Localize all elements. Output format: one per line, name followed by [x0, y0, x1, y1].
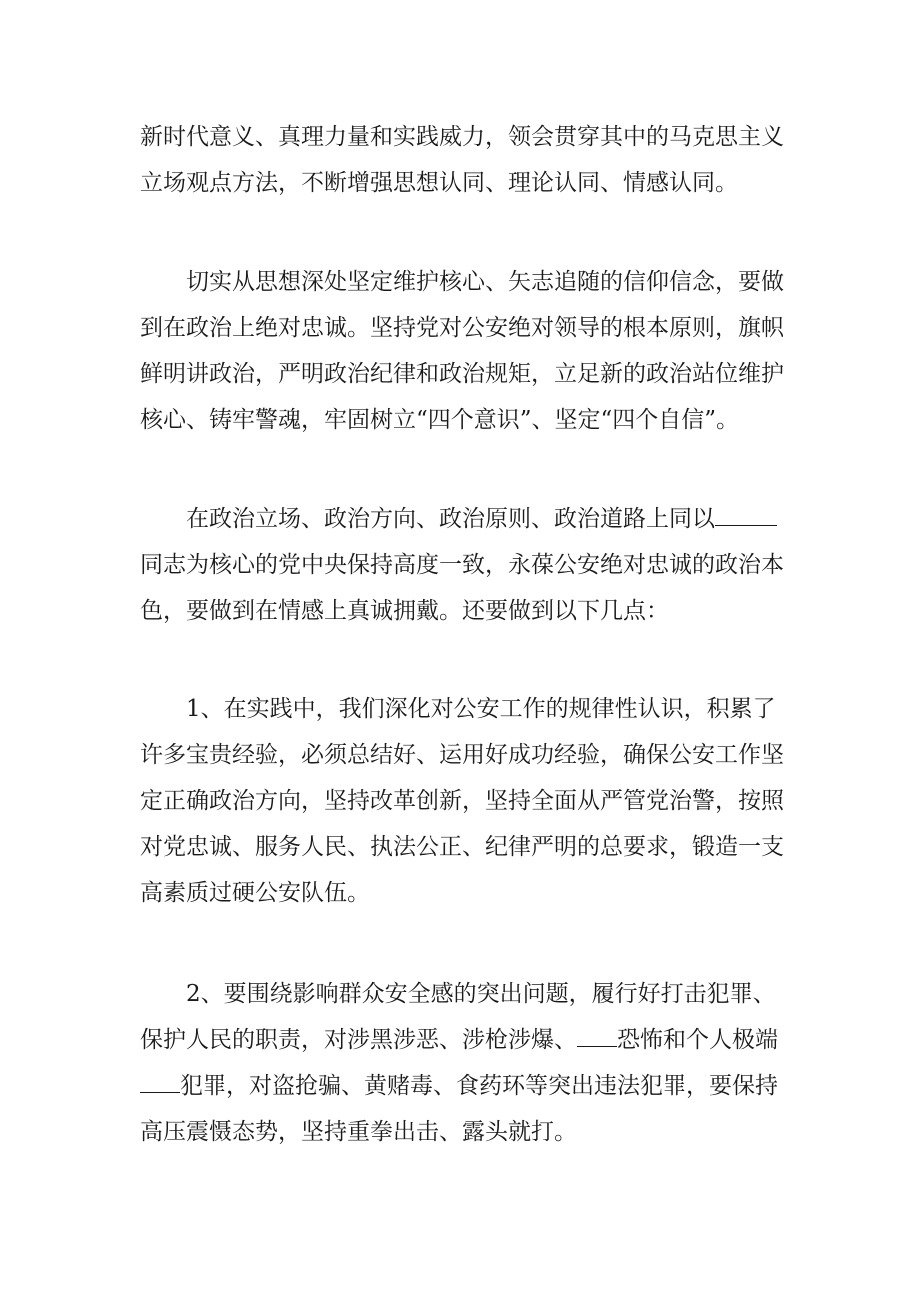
paragraph-3-line-2: 同志为核心的党中央保持高度一致，永葆公安绝对忠诚的政治本 — [140, 552, 784, 578]
paragraph-5-line-2-text: 保护人民的职责，对涉黑涉恶、涉枪涉爆、 — [140, 1027, 577, 1053]
paragraph-3-line-1 — [140, 496, 785, 542]
paragraph-5 — [140, 971, 785, 1155]
paragraph-5-line-1: 2、要围绕影响群众安全感的突出问题，履行好打击犯罪、 — [186, 981, 776, 1007]
paragraph-2-line-3: 鲜明讲政治，严明政治纪律和政治规矩，立足新的政治站位维护 — [140, 361, 784, 387]
paragraph-5-line-4: 高压震慑态势，坚持重拳出击、露头就打。 — [140, 1119, 577, 1145]
fill-in-blank — [140, 1072, 180, 1093]
paragraph-1 — [140, 114, 785, 206]
paragraph-3-line-3: 色，要做到在情感上真诚拥戴。还要做到以下几点： — [140, 598, 669, 624]
paragraph-4-line-2: 许多宝贵经验，必须总结好、运用好成功经验，确保公安工作坚 — [140, 742, 784, 768]
paragraph-2-line-1: 切实从思想深处坚定维护核心、矢志追随的信仰信念，要做 — [186, 269, 784, 295]
fill-in-blank — [715, 505, 777, 526]
paragraph-5-line-3-text: 犯罪，对盗抢骗、黄赌毒、食药环等突出违法犯罪，要保持 — [180, 1073, 778, 1099]
paragraph-3-line-1-text: 在政治立场、政治方向、政治原则、政治道路上同以 — [186, 506, 715, 532]
paragraph-1-line-2: 立场观点方法，不断增强思想认同、理论认同、情感认同。 — [140, 170, 738, 196]
paragraph-4 — [140, 686, 785, 916]
paragraph-4-line-3: 定正确政治方向，坚持改革创新，坚持全面从严管党治警，按照 — [140, 788, 784, 814]
paragraph-4-line-5: 高素质过硬公安队伍。 — [140, 880, 370, 906]
paragraph-5-line-3 — [140, 1063, 785, 1109]
paragraph-2-line-4: 核心、铸牢警魂，牢固树立“四个意识”、坚定“四个自信”。 — [140, 407, 740, 433]
paragraph-5-line-2 — [140, 1017, 785, 1063]
paragraph-2 — [140, 259, 785, 443]
paragraph-4-line-4: 对党忠诚、服务人民、执法公正、纪律严明的总要求，锻造一支 — [140, 834, 784, 860]
paragraph-3 — [140, 496, 785, 634]
paragraph-4-line-1: 1、在实践中，我们深化对公安工作的规律性认识，积累了 — [186, 696, 776, 722]
fill-in-blank — [577, 1026, 617, 1047]
paragraph-1-line-1: 新时代意义、真理力量和实践威力，领会贯穿其中的马克思主义 — [140, 124, 784, 150]
paragraph-2-line-2: 到在政治上绝对忠诚。坚持党对公安绝对领导的根本原则，旗帜 — [140, 315, 784, 341]
paragraph-5-line-2-tail: 恐怖和个人极端 — [617, 1027, 778, 1053]
